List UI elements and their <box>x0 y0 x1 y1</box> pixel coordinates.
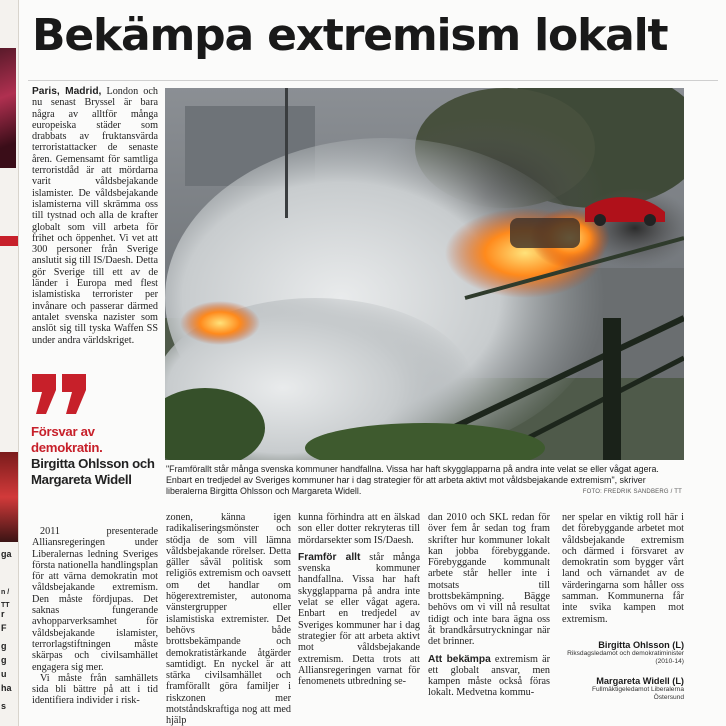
body-paragraph: dan 2010 och SKL redan för över fem år sedan tog fram skrifter hur kommuner lokalt kan jobba förebyggande. Förebyggande kommunalt arbete står heller inte i motsats till brottsbekämpning. Bägge behövs om vi vill nå resultat tidigt och inte bara ägna oss åt brandkårsutryckningar när det brinner. <box>428 512 550 648</box>
photo-credit: FOTO: FREDRIK SANDBERG / TT <box>582 489 682 495</box>
neighbour-text-fragment: s <box>1 701 7 711</box>
neighbour-article-edge <box>0 0 19 726</box>
signature-name: Birgitta Ohlsson (L) <box>598 640 684 650</box>
quote-mark-icon <box>30 370 90 420</box>
neighbour-photo <box>0 48 16 168</box>
neighbour-text-fragment: g <box>1 655 7 665</box>
body-paragraph: 2011 presenterade Alliansregeringen under Liberalernas ledning Sveriges första nationella handlingsplan för att värna demokratin mot våldsbejakande extremism. Den måste fördjupas. Det saknas fungerande avhopparverksamhet för våldsbejakande islamister, terrorlagstiftningen måste skärpas och civilsamhället engagera sig mer. <box>32 526 158 673</box>
body-paragraph: kunna förhindra att en älskad son eller dotter rekryteras till mördarsekter som IS/Daesh. <box>298 512 420 546</box>
neighbour-text-fragment: F <box>1 623 7 633</box>
body-paragraph: ner spelar en viktig roll här i det förebyggande arbetet mot våldsbejakande extremism och därmed i försvaret av demokratin som bygger vårt land och värnandet av de värderingarna som håller oss samman. Kommunerna får inte svika kampen mot extremism. <box>562 512 684 625</box>
subhead: Framför allt <box>298 551 361 563</box>
photo-caption: "Framförallt står många svenska kommuner handfallna. Vissa har haft skygglapparna på andra inte velat se eller vågat agera. Enbart en tredjedel av Sveriges kommuner har i dag strategier för att arbeta aktivt mot våldsbejakande extremism", skriver liberalerna Birgitta Ohlsson och Margareta Widell. <box>166 464 659 496</box>
body-column-4 <box>428 512 550 699</box>
signature-name: Margareta Widell (L) <box>596 676 684 686</box>
signature <box>562 676 684 702</box>
body-paragraph: Vi måste från samhällets sida bli bättre på att i tid identifiera individer i risk- <box>32 672 158 707</box>
neighbour-photo-portrait <box>0 452 18 542</box>
body-paragraph: extremism är ett globalt ansvar, men kampen måste också föras lokalt. Medvetna kommu- <box>428 653 551 699</box>
signature-role: Riksdagsledamot och demokratiminister (2010-14) <box>567 650 684 665</box>
pull-quote-title: Försvar av demokratin. <box>31 424 103 455</box>
body-column-5 <box>562 512 684 625</box>
neighbour-text-fragment: u <box>1 669 7 679</box>
pull-quote <box>31 424 159 488</box>
neighbour-red-bar <box>0 236 18 246</box>
neighbour-text-fragment: r <box>1 609 5 619</box>
headline: Bekämpa extremism lokalt <box>32 10 668 61</box>
neighbour-text-fragment: n / TT <box>1 589 10 609</box>
intro-column <box>32 86 158 346</box>
body-column-3 <box>298 512 420 687</box>
subhead: Att bekämpa <box>428 653 491 665</box>
signature <box>562 640 684 666</box>
body-column-2 <box>166 512 291 726</box>
body-column-1 <box>32 526 158 707</box>
burning-cars-photo <box>165 88 684 460</box>
body-paragraph: zonen, känna igen radikaliseringsmönster och stödja de som vill lämna våldsbejakande rörelser. Detta gäller såväl politisk som religiös extremism och oavsett om det handlar om högerextremister, autonoma vänstergrupper eller islamistiska extremister. Det behövs både brottsbekämpande och demokratistärkande åtgärder samtidigt. En nyckel är att stärka civilsamhället och framförallt göra familjer i riskzonen mer motståndskraftiga nog att med hjälp <box>166 512 291 726</box>
neighbour-text-fragment: ha <box>1 683 12 693</box>
intro-text: London och nu senast Bryssel är bara några av alltför många europeiska städer som drabbats av fruktansvärda terroristattacker de senaste åren. Gemensamt för samtliga terroristdåd är att mördarna varit våldsbejakande islamister. De våldsbejakande islamisterna vill skrämma oss till tystnad och alla de krafter globalt som vill arbeta för frihet och öppenhet. Vi vet att 300 personer från Sverige anslutit sig till IS/Daesh. Detta gör Sverige till ett av de länder i Europa med flest islamistiska terrorister per invånare och passerar därmed antalet svenska nazister som anslöt sig till tyska Waffen SS under andra världskriget. <box>32 86 158 346</box>
neighbour-text-fragment: ga <box>1 549 12 559</box>
body-paragraph: står många svenska kommuner handfallna. Vissa har haft skygglapparna på andra inte velat se eller vågat agera. Enbart en tredjedel av Sveriges kommuner har i dag strategier för att arbeta aktivt mot våldsbejakande extremism. Detta trots att Alliansregeringen varnat för fenomenets utbredning se- <box>298 551 420 688</box>
dateline: Paris, Madrid, <box>32 86 102 97</box>
neighbour-text-fragment: g <box>1 641 7 651</box>
divider <box>28 80 718 81</box>
signature-role: Fullmäktigeledamot Liberalerna Östersund <box>592 686 684 701</box>
pull-quote-authors: Birgitta Ohlsson och Margareta Widell <box>31 456 155 487</box>
